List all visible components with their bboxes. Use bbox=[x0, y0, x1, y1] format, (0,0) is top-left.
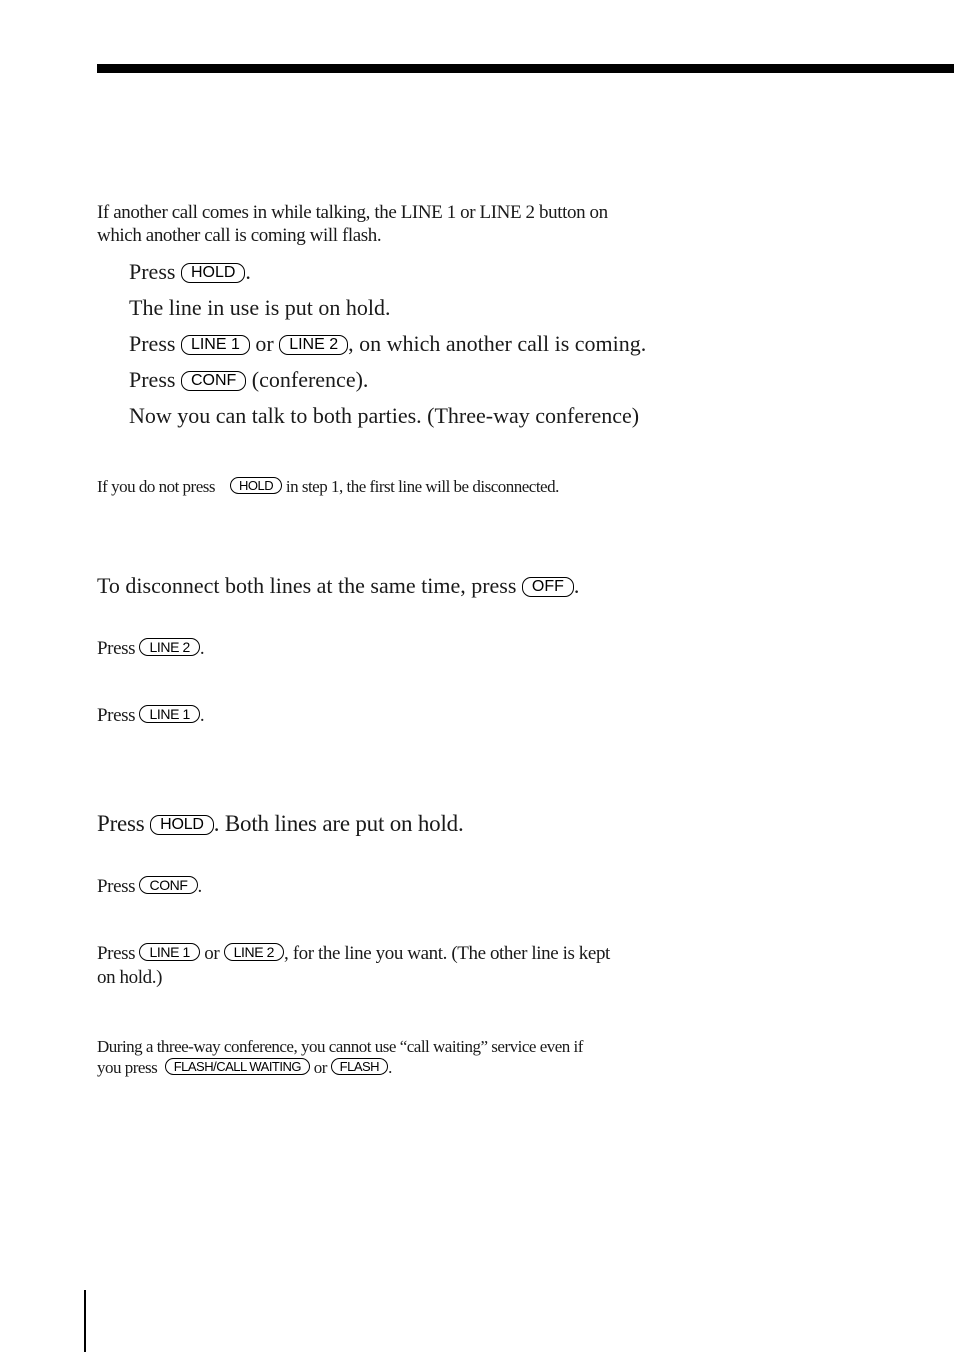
press-conf: Press CONF . bbox=[97, 876, 202, 897]
intro-line-2: which another call is coming will flash. bbox=[97, 225, 382, 246]
margin-rule bbox=[84, 1290, 86, 1352]
press-line1: Press LINE 1 . bbox=[97, 705, 205, 726]
hold-key: HOLD bbox=[230, 477, 282, 494]
line2-key: LINE 2 bbox=[279, 335, 348, 355]
flash-call-waiting-key: FLASH/CALL WAITING bbox=[165, 1058, 310, 1075]
line1-key: LINE 1 bbox=[139, 705, 199, 723]
note-conference-line-2: you press FLASH/CALL WAITING or FLASH . bbox=[97, 1058, 392, 1077]
press-line2: Press LINE 2 . bbox=[97, 638, 205, 659]
note-hold: If you do not press HOLD in step 1, the first line will be disconnected. bbox=[97, 477, 559, 496]
step-1-result: The line in use is put on hold. bbox=[129, 295, 391, 320]
resume-line-1: Press LINE 1 or LINE 2 , for the line you want. (The other line is kept bbox=[97, 943, 610, 964]
step-1: Press HOLD . bbox=[129, 259, 251, 284]
hold-both-instruction: Press HOLD . Both lines are put on hold. bbox=[97, 811, 464, 836]
disconnect-instruction: To disconnect both lines at the same time, press OFF . bbox=[97, 573, 580, 598]
note-conference-line-1: During a three-way conference, you cannot use “call waiting” service even if bbox=[97, 1037, 583, 1056]
line2-key: LINE 2 bbox=[224, 943, 284, 961]
resume-line-2: on hold.) bbox=[97, 967, 163, 988]
step-3: Press CONF (conference). bbox=[129, 367, 369, 392]
conf-key: CONF bbox=[181, 371, 246, 391]
hold-key: HOLD bbox=[150, 815, 214, 835]
hold-key: HOLD bbox=[181, 263, 245, 283]
line1-key: LINE 1 bbox=[181, 335, 250, 355]
off-key: OFF bbox=[522, 577, 574, 597]
step-2: Press LINE 1 or LINE 2 , on which another call is coming. bbox=[129, 331, 647, 356]
intro-line-1: If another call comes in while talking, the LINE 1 or LINE 2 button on bbox=[97, 202, 608, 223]
flash-key: FLASH bbox=[331, 1058, 388, 1075]
header-rule bbox=[97, 64, 954, 73]
line2-key: LINE 2 bbox=[139, 638, 199, 656]
line1-key: LINE 1 bbox=[139, 943, 199, 961]
step-3-result: Now you can talk to both parties. (Three-way conference) bbox=[129, 403, 640, 428]
conf-key: CONF bbox=[139, 876, 197, 894]
